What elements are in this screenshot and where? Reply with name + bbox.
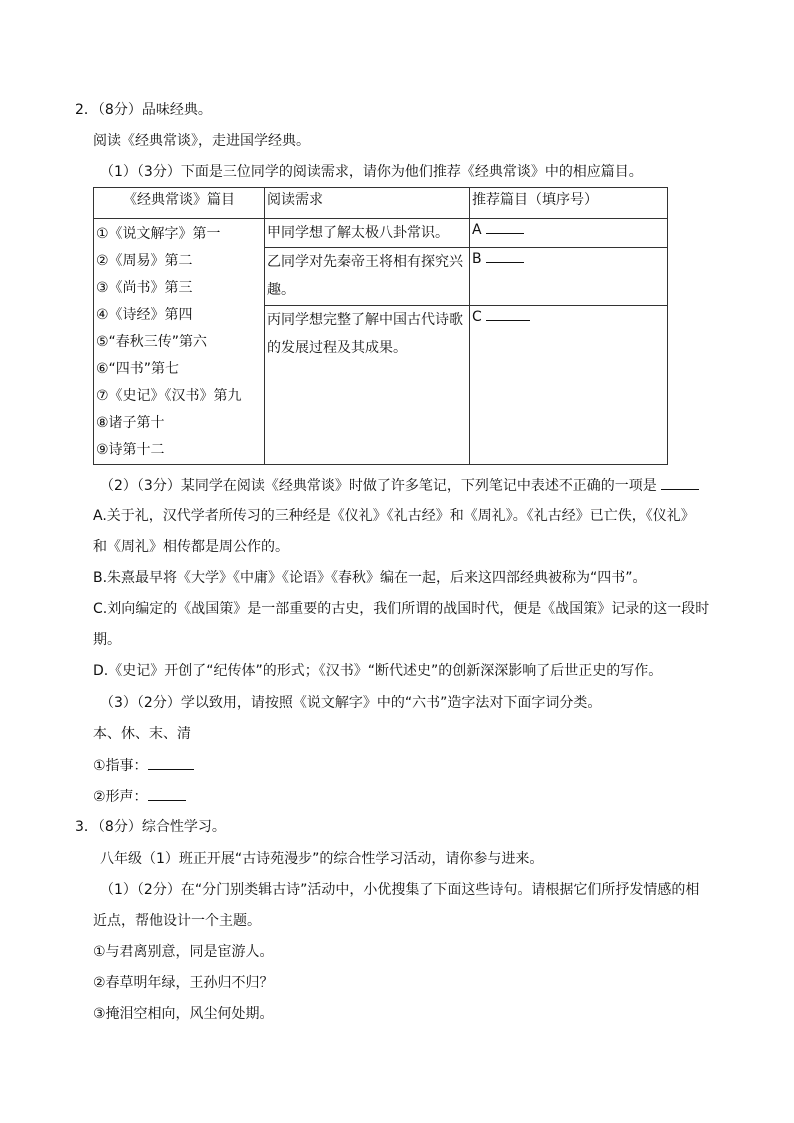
answer-label: A	[472, 222, 482, 238]
poem-line: ③掩泪空相向，风尘何处期。	[93, 1006, 274, 1022]
option-a-line2: 和《周礼》相传都是周公作的。	[93, 539, 289, 555]
option-d: D.《史记》开创了“纪传体”的形式；《汉书》“断代述史”的创新深深影响了后世正史的写作。	[93, 663, 663, 679]
answer-cell	[470, 248, 668, 306]
chapter-item: ③《尚书》第三	[96, 280, 193, 296]
chapter-item: ②《周易》第二	[96, 253, 193, 269]
table-header-recommend: 推荐篇目（填序号）	[470, 188, 668, 219]
chapter-item: ⑤“春秋三传”第六	[96, 334, 208, 350]
question-2-sub1: （1）（3分）下面是三位同学的阅读需求，请你为他们推荐《经典常谈》中的相应篇目。	[100, 164, 643, 180]
table-row	[94, 219, 668, 248]
poem-line: ①与君离别意，同是宦游人。	[93, 944, 274, 960]
chapter-item: ⑦《史记》《汉书》第九	[96, 388, 242, 404]
question-2-heading: 2．（8分）品味经典。	[75, 102, 212, 118]
answer-blank	[486, 248, 524, 263]
answer-xingsheng-label: ②形声：	[93, 789, 148, 805]
chapter-item: ⑧诸子第十	[96, 415, 165, 431]
need-text: 甲同学想了解太极八卦常识。	[267, 225, 449, 241]
answer-label: C	[472, 309, 482, 326]
chapter-item: ⑥“四书”第七	[96, 361, 180, 377]
answer-xingsheng-blank	[148, 786, 186, 801]
answer-label: B	[472, 251, 482, 268]
need-text: 丙同学想完整了解中国古代诗歌的发展过程及其成果。	[267, 312, 463, 357]
table-header-need: 阅读需求	[265, 188, 470, 219]
answer-xingsheng	[93, 786, 186, 807]
sub2-text: （2）（3分）某同学在阅读《经典常谈》时做了许多笔记，下列笔记中表述不正确的一项是	[100, 478, 657, 494]
answer-zhishi	[93, 755, 194, 776]
answer-zhishi-blank	[148, 755, 194, 770]
option-c-line1: C.刘向编定的《战国策》是一部重要的古史，我们所谓的战国时代，便是《战国策》记录的这一段时	[93, 601, 710, 617]
need-text: 乙同学对先秦帝王将相有探究兴趣。	[267, 254, 463, 299]
question-3-heading: 3．（8分）综合性学习。	[75, 819, 226, 835]
table-header-chapters: 《经典常谈》篇目	[94, 188, 265, 219]
question-3-sub1-line1: （1）（2分）在“分门别类辑古诗”活动中，小优搜集了下面这些诗句。请根据它们所抒发情感的相	[100, 882, 700, 898]
option-a-line1: A.关于礼，汉代学者所传习的三种经是《仪礼》《礼古经》和《周礼》。《礼古经》已亡佚，《仪礼》	[93, 508, 695, 524]
answer-zhishi-label: ①指事：	[93, 758, 148, 774]
poem-line: ②春草明年绿，王孙归不归？	[93, 975, 274, 991]
table-header-row	[94, 188, 668, 219]
question-2-sub3: （3）（2分）学以致用，请按照《说文解字》中的“六书”造字法对下面字词分类。	[100, 695, 602, 711]
question-3-sub1-line2: 近点，帮他设计一个主题。	[93, 913, 261, 929]
chapter-item: ①《说文解字》第一	[96, 226, 221, 242]
answer-blank	[486, 219, 524, 234]
sub2-blank	[661, 475, 699, 490]
question-3-intro: 八年级（1）班正开展“古诗苑漫步”的综合性学习活动，请你参与进来。	[100, 851, 544, 867]
word-list: 本、休、末、清	[93, 726, 191, 742]
need-cell	[265, 306, 470, 465]
chapter-item: ⑨诗第十二	[96, 442, 165, 458]
option-c-line2: 期。	[93, 632, 121, 648]
answer-cell	[470, 219, 668, 248]
reading-table	[93, 187, 668, 465]
need-cell	[265, 248, 470, 306]
chapter-item: ④《诗经》第四	[96, 307, 193, 323]
question-2-sub2	[100, 475, 699, 496]
answer-blank	[486, 306, 530, 321]
answer-cell	[470, 306, 668, 465]
option-b: B.朱熹最早将《大学》《中庸》《论语》《春秋》编在一起，后来这四部经典被称为“四书”。	[93, 570, 647, 586]
question-2-intro: 阅读《经典常谈》，走进国学经典。	[93, 133, 310, 149]
chapter-list-cell	[94, 219, 265, 465]
need-cell	[265, 219, 470, 248]
